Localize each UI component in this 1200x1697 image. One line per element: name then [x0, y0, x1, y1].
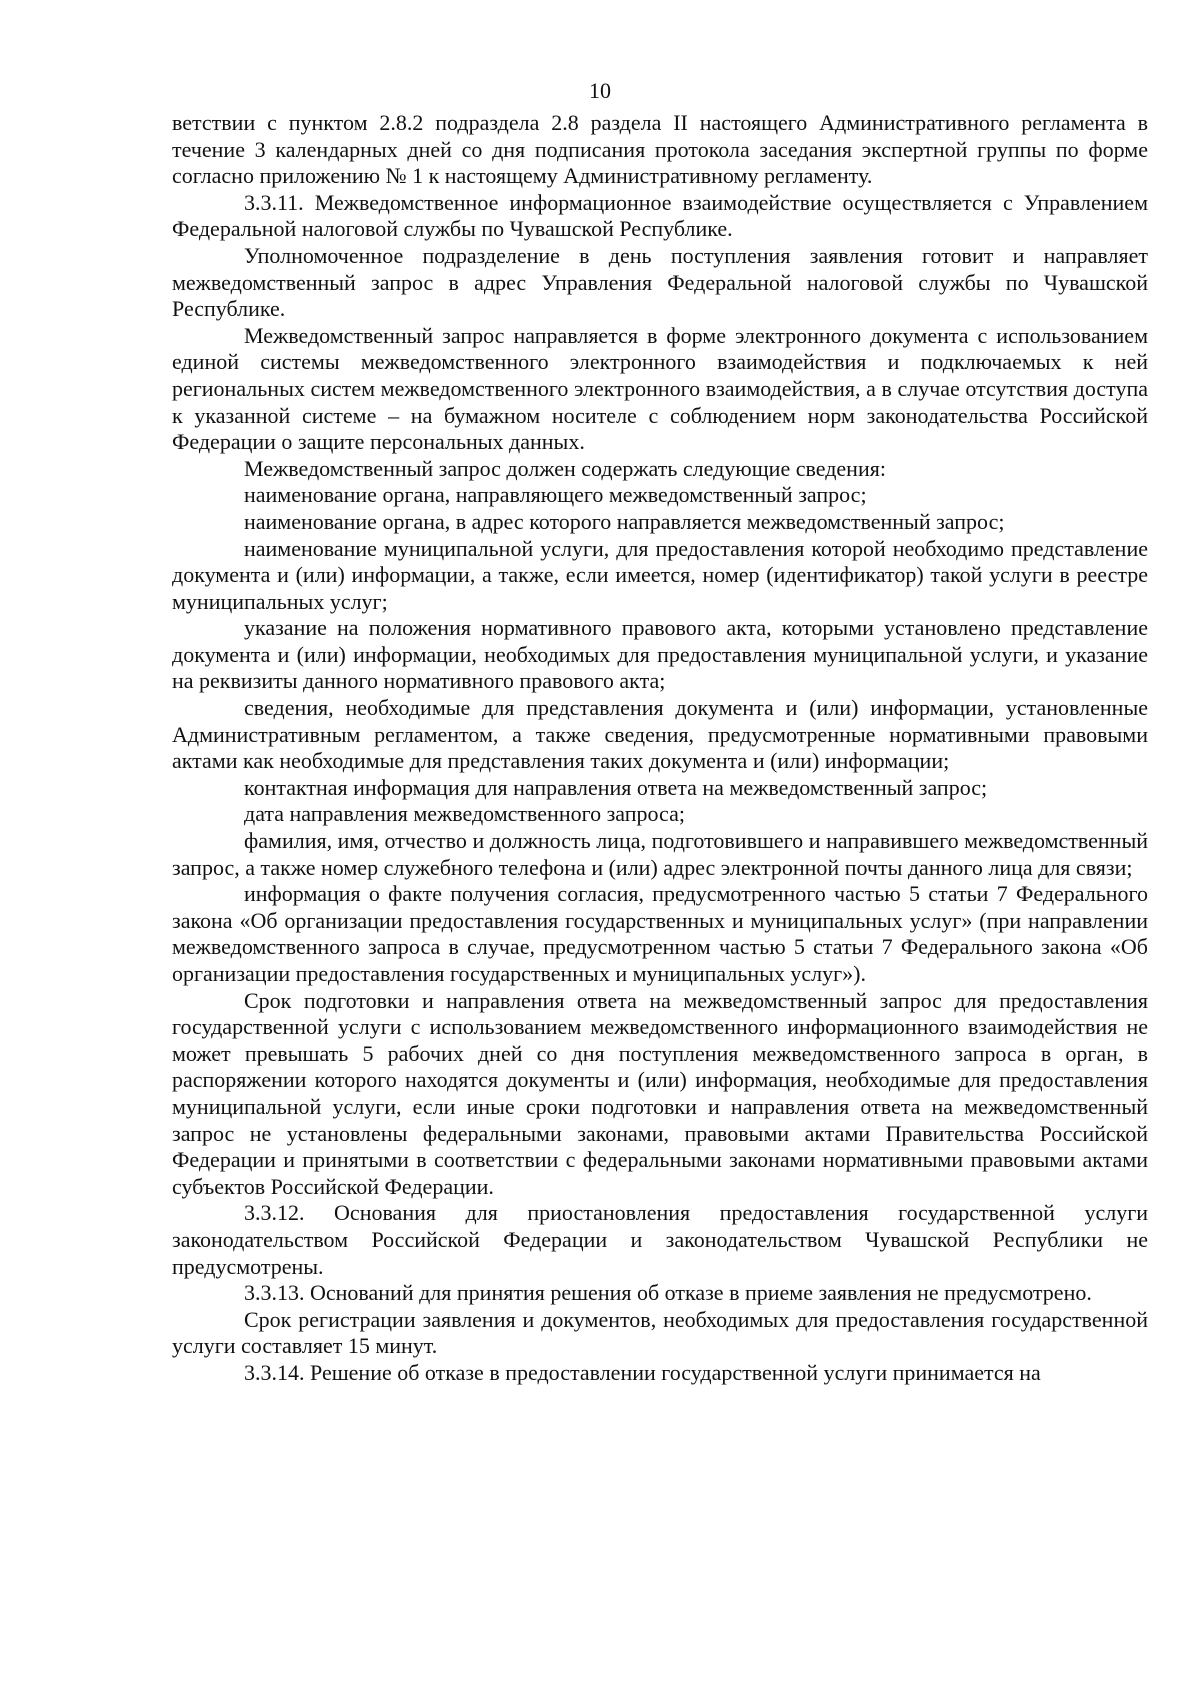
list-item: указание на положения нормативного правового акта, которыми установлено представление документа и (или) информации, необходимых для предоставления муниципальной услуги, и указание на реквизиты данного нормативного правового акта; [172, 615, 1148, 694]
list-item: наименование муниципальной услуги, для предоставления которой необходимо представление документа и (или) информации, а также, если имеется, номер (идентификатор) такой услуги в реестре муниципальных услуг; [172, 535, 1148, 614]
paragraph: Межведомственный запрос должен содержать следующие сведения: [244, 455, 886, 481]
paragraph: Межведомственный запрос направляется в форме электронного документа с использованием единой системы межведомственного электронного взаимодействия и подключаемых к ней региональных систем межведомственного электронного взаимодействия, а в случае отсутствия доступа к указанной системе – на бумажном носителе с соблюдением норм законодательства Российской Федерации о защите персональных данных. [172, 322, 1148, 455]
list-item: сведения, необходимые для представления документа и (или) информации, установленные Административным регламентом, а также сведения, предусмотренные нормативными правовыми актами как необходимые для представления таких документа и (или) информации; [172, 695, 1148, 774]
paragraph: ветствии с пунктом 2.8.2 подраздела 2.8 раздела II настоящего Административного регламента в течение 3 календарных дней со дня подписания протокола заседания экспертной группы по форме согласно приложению № 1 к настоящему Административному регламенту. [172, 110, 1148, 189]
document-body [172, 110, 1148, 1387]
paragraph: 3.3.14. Решение об отказе в предоставлении государственной услуги принимается на [244, 1359, 1041, 1385]
paragraph: 3.3.11. Межведомственное информационное взаимодействие осуществляется с Управлением Федеральной налоговой службы по Чувашской Республике. [172, 189, 1148, 242]
paragraph: 3.3.12. Основания для приостановления предоставления государственной услуги законодательством Российской Федерации и законодательством Чувашской Республики не предусмотрены. [172, 1200, 1148, 1279]
paragraph: Уполномоченное подразделение в день поступления заявления готовит и направляет межведомственный запрос в адрес Управления Федеральной налоговой службы по Чувашской Республике. [172, 242, 1148, 322]
list-item: наименование органа, в адрес которого направляется межведомственный запрос; [244, 508, 1005, 534]
paragraph: Срок подготовки и направления ответа на межведомственный запрос для предоставления государственной услуги с использованием межведомственного информационного взаимодействия не может превышать 5 рабочих дней со дня поступления межведомственного запроса в орган, в распоряжении которого находятся документы и (или) информация, необходимые для предоставления муниципальной услуги, если иные сроки подготовки и направления ответа на межведомственный запрос не установлены федеральными законами, правовыми актами Правительства Российской Федерации и принятыми в соответствии с федеральными законами нормативными правовыми актами субъектов Российской Федерации. [172, 987, 1148, 1199]
page-number: 10 [589, 78, 611, 103]
paragraph: Срок регистрации заявления и документов, необходимых для предоставления государственной услуги составляет 15 минут. [172, 1306, 1148, 1359]
paragraph: 3.3.13. Оснований для принятия решения об отказе в приеме заявления не предусмотрено. [244, 1280, 1092, 1306]
list-item: контактная информация для направления ответа на межведомственный запрос; [244, 774, 988, 800]
list-item: дата направления межведомственного запроса; [244, 801, 685, 827]
list-item: наименование органа, направляющего межведомственный запрос; [244, 482, 867, 508]
list-item: информация о факте получения согласия, предусмотренного частью 5 статьи 7 Федерального закона «Об организации предоставления государственных и муниципальных услуг» (при направлении межведомственного запроса в случае, предусмотренном частью 5 статьи 7 Федерального закона «Об организации предоставления государственных и муниципальных услуг»). [172, 881, 1148, 986]
list-item: фамилия, имя, отчество и должность лица, подготовившего и направившего межведомственный запрос, а также номер служебного телефона и (или) адрес электронной почты данного лица для связи; [172, 828, 1148, 880]
